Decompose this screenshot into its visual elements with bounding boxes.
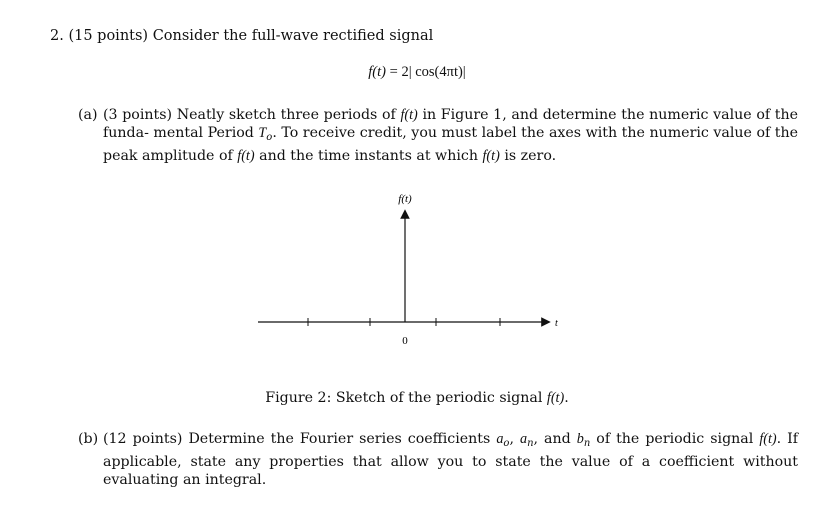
part-a-text: . To receive credit, you must label the axes with the numeric value of the peak amplitude of xyxy=(103,125,799,164)
part-a-body xyxy=(103,106,798,165)
part-b-text: Determine the Fourier series coefficients xyxy=(188,431,491,447)
part-a-math: f(t) xyxy=(400,107,418,123)
part-a-math: f(t) xyxy=(237,148,255,164)
x-axis-label: t xyxy=(555,318,558,329)
part-b-points: (12 points) xyxy=(103,431,183,447)
sketch-figure xyxy=(250,180,570,360)
coef-an: a xyxy=(519,431,528,447)
period-symbol: T xyxy=(258,125,267,141)
y-axis-label: f(t) xyxy=(398,193,412,205)
signal-equation xyxy=(0,64,834,81)
caption-end: . xyxy=(564,390,569,406)
problem-points: (15 points) xyxy=(68,28,149,44)
part-b-text: of the periodic signal xyxy=(596,431,754,447)
equation-equals: = xyxy=(389,64,398,80)
part-a-label: (a) xyxy=(78,107,98,123)
part-a xyxy=(78,106,798,165)
figure-caption xyxy=(0,390,834,407)
part-b-text: , and xyxy=(533,431,571,447)
period-subscript: o xyxy=(266,132,273,143)
part-a-text: is zero. xyxy=(504,148,557,164)
coef-bn: b xyxy=(576,431,584,447)
part-b-text: . If applicable, state any properties that allow you to state the value of a coefficient without evaluating an integral. xyxy=(103,431,799,488)
axes-diagram xyxy=(250,180,570,360)
coef-a0: a xyxy=(496,431,504,447)
caption-math: f(t) xyxy=(546,390,565,406)
caption-text: Figure 2: Sketch of the periodic signal xyxy=(265,390,543,406)
part-b-body: (12 points) Determine the Fourier series coefficients $a_o$, $a_n$, and $b_n$ of the periodic signal f(t). If applicable, state any properties that allow you to state the value of a coefficient without evaluating an integral. xyxy=(103,431,799,488)
part-a-math: f(t) xyxy=(482,148,500,164)
coef-a0-sub: o xyxy=(503,438,510,449)
part-a-text: in Figure 1, and determine the numeric value of the funda- mental Period xyxy=(103,107,799,141)
problem-intro: Consider the full-wave rectified signal xyxy=(152,28,434,44)
part-a-text: Neatly sketch three periods of xyxy=(176,107,396,123)
origin-label: 0 xyxy=(402,335,408,347)
coef-bn-sub: n xyxy=(583,438,591,449)
problem-number: 2. xyxy=(50,28,64,44)
coef-an-sub: n xyxy=(527,438,534,449)
equation-lhs: f(t) xyxy=(368,64,386,80)
part-b-label: (b) xyxy=(78,431,99,447)
part-a-text: and the time instants at which xyxy=(259,148,478,164)
equation-rhs: 2| cos(4πt)| xyxy=(401,64,466,80)
part-b-math: f(t) xyxy=(759,431,777,447)
part-a-points: (3 points) xyxy=(103,107,173,123)
part-b xyxy=(78,430,798,489)
problem-header xyxy=(50,28,433,44)
